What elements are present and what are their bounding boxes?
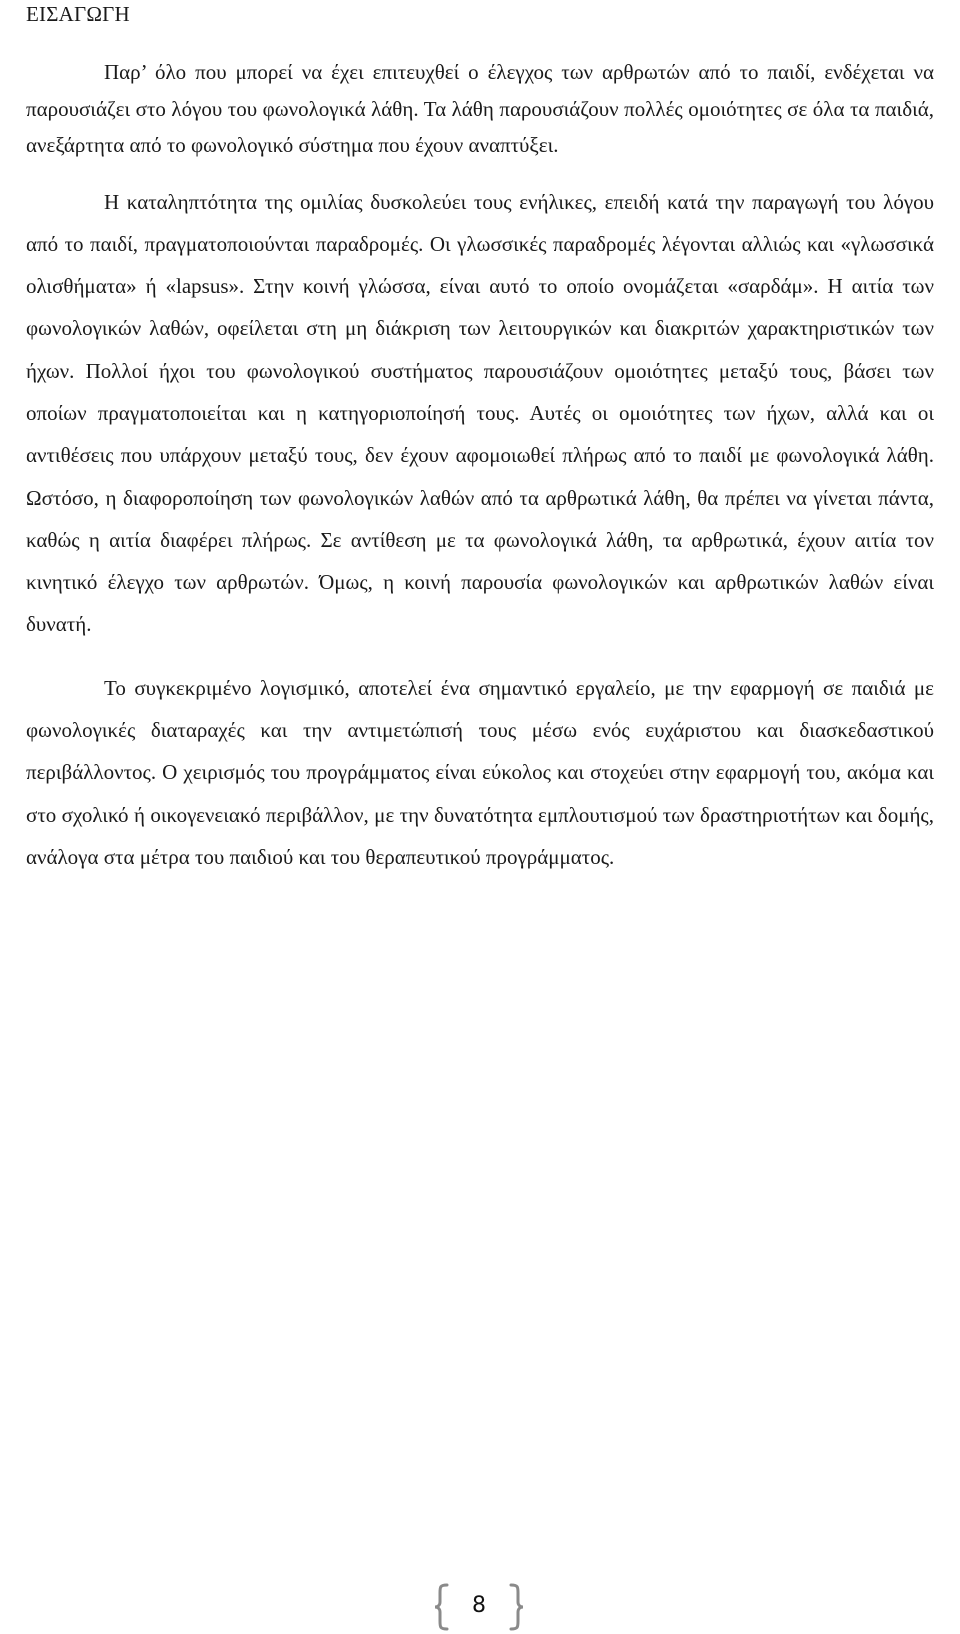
- page-number-box: [432, 1583, 526, 1631]
- right-brace-icon: [508, 1583, 526, 1631]
- page-footer: [0, 1583, 960, 1631]
- document-page: [26, 0, 934, 878]
- paragraph-1: Παρ’ όλο που μπορεί να έχει επιτευχθεί ο έλεγχος των αρθρωτών από το παιδί, ενδέχεται να παρουσιάζει στο λόγου του φωνολογικά λάθη. Τα λάθη παρουσιάζουν πολλές ομοιότητες σε όλα τα παιδιά, ανεξάρτητα από το φωνολογικό σύστημα που έχουν αναπτύξει.: [26, 60, 934, 157]
- page-number: 8: [472, 1593, 486, 1618]
- paragraph-2: Η καταληπτότητα της ομιλίας δυσκολεύει τους ενήλικες, επειδή κατά την παραγωγή του λόγου από το παιδί, πραγματοποιούνται παραδρομές. Οι γλωσσικές παραδρομές λέγονται αλλιώς και «γλωσσικά ολισθήματα» ή «lapsus». Στην κοινή γλώσσα, είναι αυτό το οποίο ονομάζεται «σαρδάμ». Η αιτία των φωνολογικών λαθών, οφείλεται στη μη διάκριση των λειτουργικών και διακριτών χαρακτηριστικών των ήχων. Πολλοί ήχοι του φωνολογικού συστήματος παρουσιάζουν ομοιότητες μεταξύ τους, βάσει των οποίων πραγματοποιείται και η κατηγοριοποίησή τους. Αυτές οι ομοιότητες των ήχων, αλλά και οι αντιθέσεις που υπάρχουν μεταξύ τους, δεν έχουν αφομοιωθεί πλήρως από το παιδί με φωνολογικά λάθη. Ωστόσο, η διαφοροποίηση των φωνολογικών λαθών από τα αρθρωτικά λάθη, θα πρέπει να γίνεται πάντα, καθώς η αιτία διαφέρει πλήρως. Σε αντίθεση με τα φωνολογικά λάθη, τα αρθρωτικά, έχουν αιτία τον κινητικό έλεγχο των αρθρωτών. Όμως, η κοινή παρουσία φωνολογικών και αρθρωτικών λαθών είναι δυνατή.: [26, 189, 934, 637]
- left-brace-icon: [432, 1583, 450, 1631]
- paragraph-3: Το συγκεκριμένο λογισμικό, αποτελεί ένα σημαντικό εργαλείο, με την εφαρμογή σε παιδιά με φωνολογικές διαταραχές και την αντιμετώπισή τους μέσω ενός ευχάριστου και διασκεδαστικού περιβάλλοντος. Ο χειρισμός του προγράμματος είναι εύκολος και στοχεύει στην εφαρμογή του, ακόμα και στο σχολικό ή οικογενειακό περιβάλλον, με την δυνατότητα εμπλουτισμού των δραστηριοτήτων και δομής, ανάλογα στα μέτρα του παιδιού και του θεραπευτικού προγράμματος.: [26, 675, 934, 869]
- section-heading: ΕΙΣΑΓΩΓΗ: [26, 2, 130, 26]
